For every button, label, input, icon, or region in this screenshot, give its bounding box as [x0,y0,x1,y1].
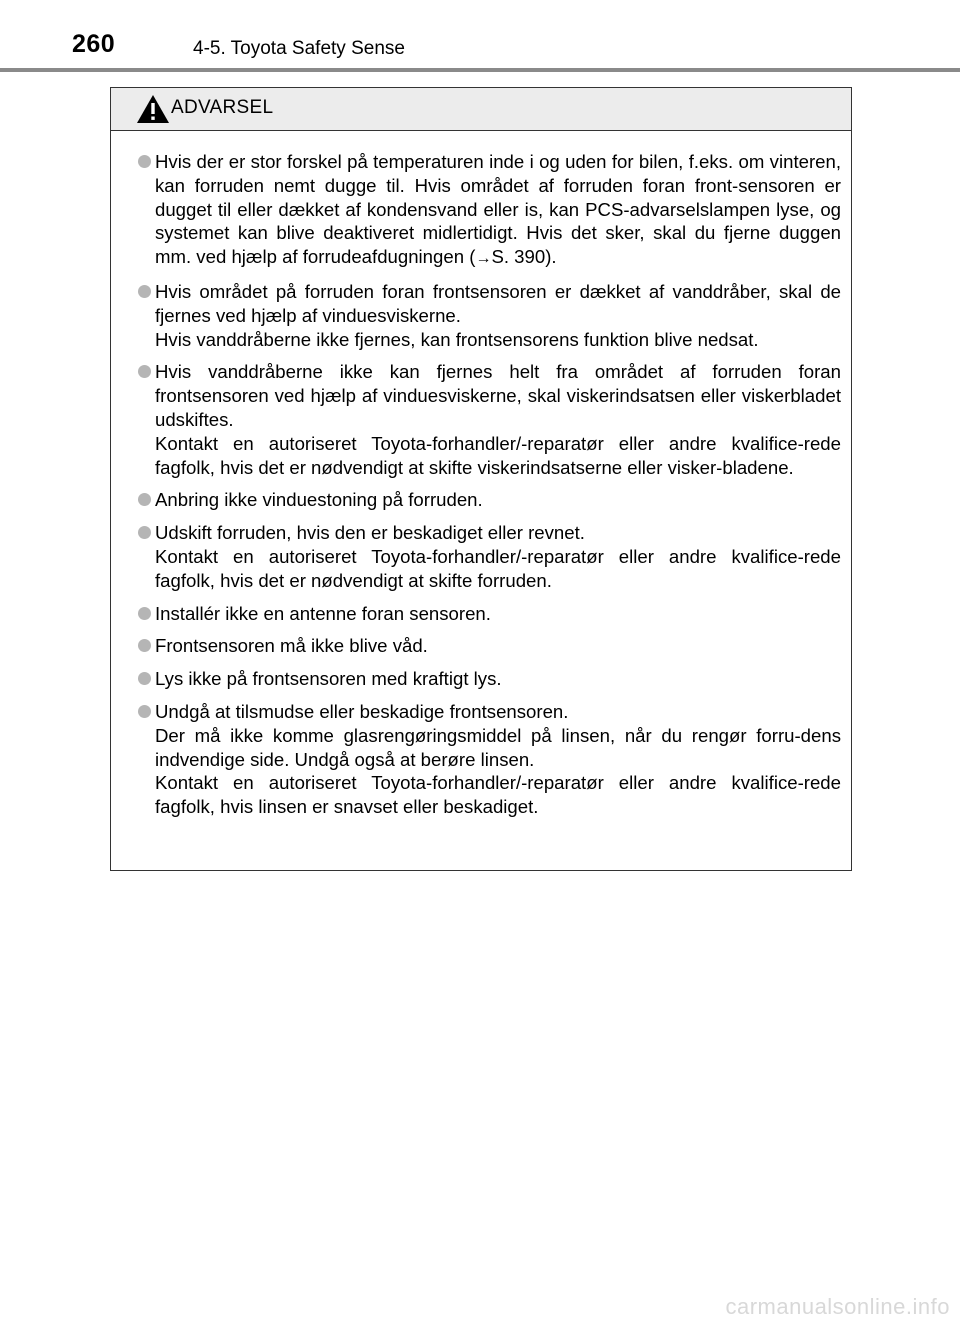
item-text: Der må ikke komme glasrengøringsmiddel på linsen, når du rengør forru-dens indvendige side. Undgå også at berøre linsen. [155,724,841,770]
bullet-icon [138,155,151,168]
item-text: Undgå at tilsmudse eller beskadige frontsensoren. [155,700,569,722]
bullet-icon [138,526,151,539]
item-text: Hvis vanddråberne ikke kan fjernes helt fra området af forruden foran frontsensoren ved hjælp af vinduesviskerne, skal viskerindsatsen eller viskerbladet udskiftes. [155,361,841,430]
warning-label: ADVARSEL [171,97,274,118]
list-item [155,602,841,626]
section-title: 4-5. Toyota Safety Sense [193,38,405,59]
list-item [155,634,841,658]
bullet-icon [138,705,151,718]
item-text: Anbring ikke vinduestoning på forruden. [155,489,483,511]
item-text: Kontakt en autoriseret Toyota-forhandler/-reparatør eller andre kvalifice-rede fagfolk, hvis linsen er snavset eller beskadiget. [155,772,841,818]
bullet-icon [138,672,151,685]
list-item [155,667,841,691]
list-item [155,488,841,512]
item-text: Installér ikke en antenne foran sensoren. [155,602,491,624]
list-item [155,521,841,592]
page-number: 260 [72,30,116,58]
arrow-right-icon: → [475,250,492,268]
list-item [155,150,841,271]
warning-triangle-icon [136,94,170,124]
bullet-icon [138,365,151,378]
warning-header [111,88,851,131]
bullet-icon [138,493,151,506]
list-item [155,700,841,819]
page-header [0,0,960,74]
warning-list [111,131,851,819]
bullet-icon [138,607,151,620]
page-reference: (→S. 390). [469,246,557,268]
item-text: Udskift forruden, hvis den er beskadiget eller revnet. [155,522,585,544]
item-text: Kontakt en autoriseret Toyota-forhandler/-reparatør eller andre kvalifice-rede fagfolk, hvis det er nødvendigt at skifte forruden. [155,545,841,591]
item-text: Lys ikke på frontsensoren med kraftigt lys. [155,668,502,690]
list-item [155,360,841,479]
item-text: Hvis der er stor forskel på temperaturen inde i og uden for bilen, f.eks. om vinteren, kan forruden nemt dugge til. Hvis området af forruden foran front-sensoren er dugget til eller dækket af kondensvand eller is, kan PCS-advarselslampen lyse, og systemet kan blive deaktiveret midlertidigt. Hvis det sker, skal du fjerne duggen mm. ved hjælp af forrudeafdugningen (→S. 390). [155,151,841,268]
item-text: Hvis vanddråberne ikke fjernes, kan frontsensorens funktion blive nedsat. [155,328,759,350]
bullet-icon [138,639,151,652]
item-text: Kontakt en autoriseret Toyota-forhandler/-reparatør eller andre kvalifice-rede fagfolk, hvis det er nødvendigt at skifte viskerindsatserne eller visker-bladene. [155,432,841,478]
watermark: carmanualsonline.info [725,1294,950,1319]
warning-box [110,87,852,871]
header-divider [0,68,960,72]
item-text: Frontsensoren må ikke blive våd. [155,635,428,657]
bullet-icon [138,285,151,298]
list-item [155,280,841,351]
item-text: Hvis området på forruden foran frontsensoren er dækket af vanddråber, skal de fjernes ved hjælp af vinduesviskerne. [155,280,841,326]
